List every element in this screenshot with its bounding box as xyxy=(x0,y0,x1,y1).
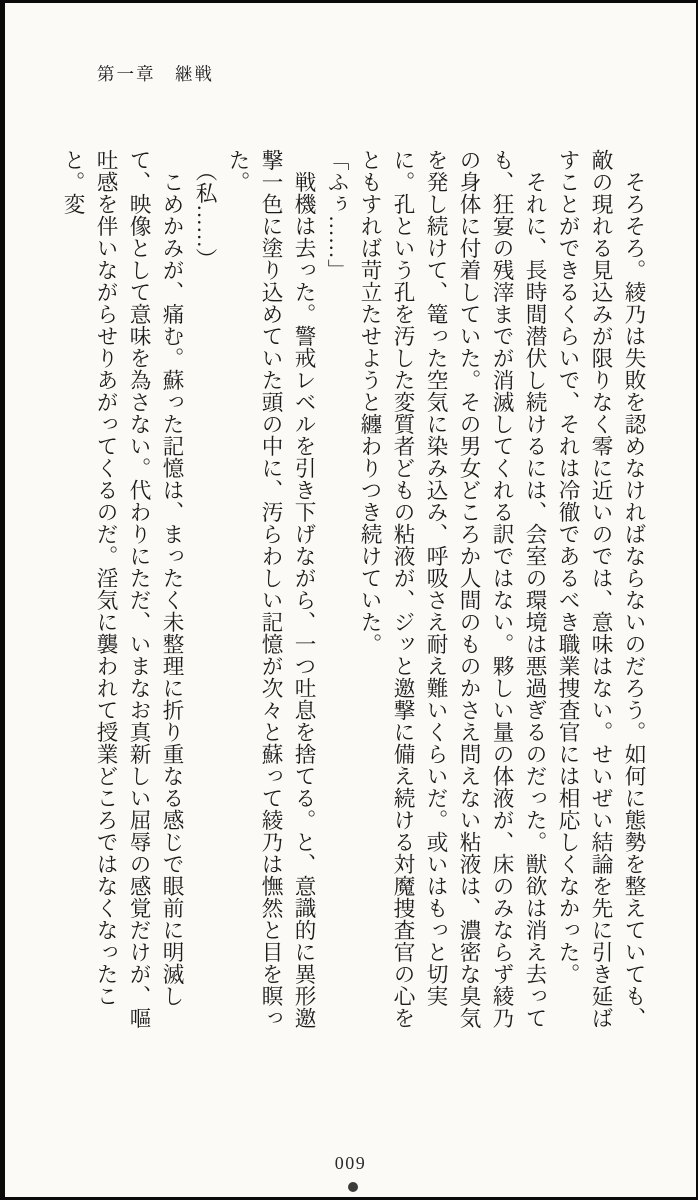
paragraph-1: そろそろ。綾乃は失敗を認めなければならないのだろう。如何に態勢を整えていても、敵の現れる見込みが限りなく零に近いのでは、意味はない。せいぜい結論を先に引き延ばすことができるくらいで、それは冷徹であるべき職業捜査官には相応しくなかった。 xyxy=(556,149,646,1029)
paragraph-6: こめかみが、痛む。蘇った記憶は、まったく未整理に折り重なる感じで眼前に明滅して、映像として意味を為さない。代わりにただ、いまなお真新しい屈辱の感覚だけが、嘔吐感を伴いながらせりあがってくるのだ。淫気に襲われて授業どころではなくなったこと。変 xyxy=(61,149,184,1029)
page-number: 009 xyxy=(334,1153,367,1173)
paragraph-3-dialogue: 「ふぅ……」 xyxy=(325,149,349,281)
paragraph-5-thought: （私……） xyxy=(193,149,217,271)
paragraph-4: 戦機は去った。警戒レベルを引き下げながら、一つ吐息を捨てる。と、意識的に異形邀撃一色に塗り込めていた頭の中に、汚らわしい記憶が次々と蘇って綾乃は憮然と目を瞑った。 xyxy=(226,149,316,1029)
chapter-header: 第一章 継戦 xyxy=(97,64,214,84)
paragraph-2: それに、長時間潜伏し続けるには、会室の環境は悪過ぎるのだった。獣欲は消え去っても、狂宴の残滓までが消滅してくれる訳ではない。夥しい量の体液が、床のみならず綾乃の身体に付着していた。その男女どころか人間のものかさえ問えない粘液は、濃密な臭気を発し続けて、篭った空気に染み込み、呼吸さえ耐え難いくらいだ。或いはもっと切実に。孔という孔を汚した変質者どもの粘液が、ジッと邀撃に備え続ける対魔捜査官の心をともすれば苛立たせようと纏わりつき続けていた。 xyxy=(358,149,547,1029)
body-text-block xyxy=(56,149,650,1033)
page-dot-ornament xyxy=(348,1182,358,1192)
